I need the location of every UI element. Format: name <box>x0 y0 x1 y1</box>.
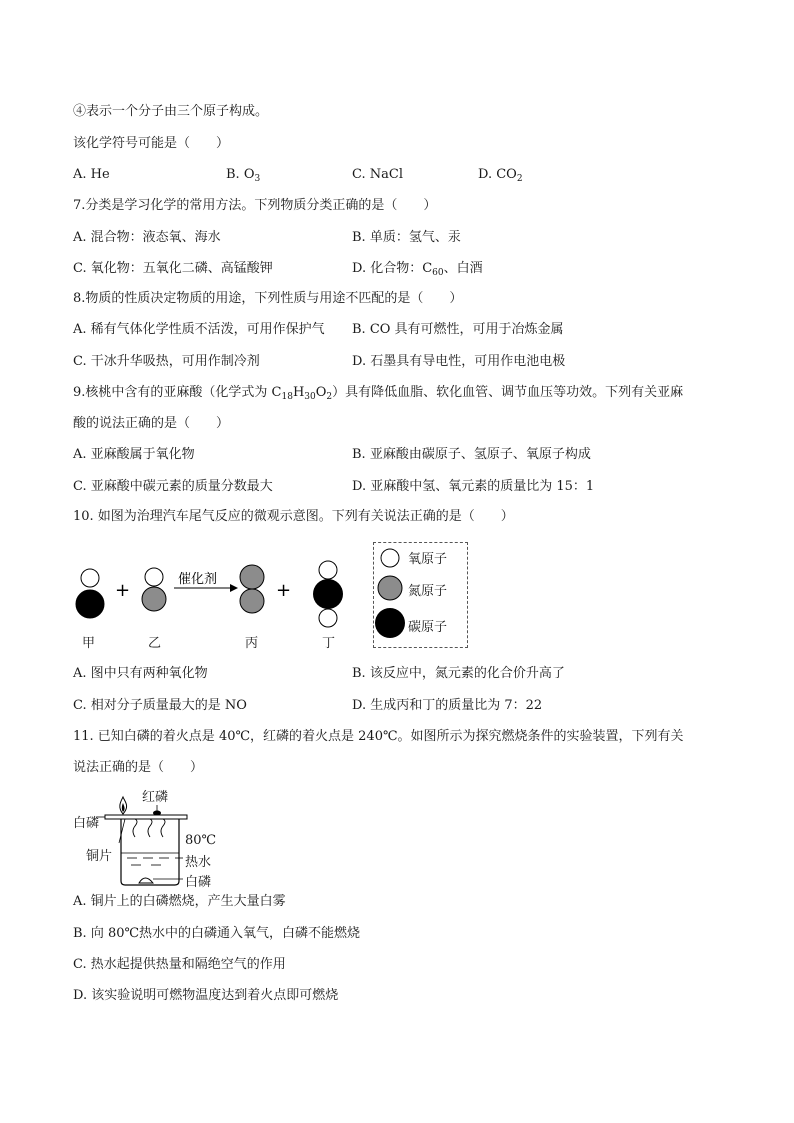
label-white-phosphorus-plate: 白磷 <box>73 816 100 831</box>
legend-nitrogen-swatch <box>378 576 402 600</box>
legend-nitrogen-label: 氮原子 <box>408 584 448 599</box>
molecule-bing-nitrogen-bottom <box>240 589 264 613</box>
plus-sign-2: + <box>276 580 292 601</box>
underwater-phosphorus <box>139 878 153 883</box>
label-bing: 丙 <box>245 636 259 651</box>
q6-option-d: D. $CO_2$ <box>478 167 523 184</box>
q9-option-d: D. 亚麻酸中氢、氧元素的质量比为 15：1 <box>352 479 595 494</box>
q7-option-d: D. 化合物：$C_{60}$、白酒 <box>352 261 483 278</box>
q6-option-a: A. He <box>73 167 110 182</box>
q9-stem: 9.核桃中含有的亚麻酸（化学式为 $C_{18}H_{30}O_2$）具有降低血脂、软化血管、调节血压等功效。下列有关亚麻 <box>73 385 684 402</box>
label-white-phosphorus-water: 白磷 <box>185 875 212 890</box>
q10-option-a: A. 图中只有两种氧化物 <box>73 666 208 681</box>
q8-stem: 8.物质的性质决定物质的用途，下列性质与用途不匹配的是（ ） <box>73 291 463 306</box>
beaker <box>121 819 179 885</box>
legend-oxygen-swatch <box>381 549 399 567</box>
plus-sign-1: + <box>115 580 131 601</box>
q11-option-a: A. 铜片上的白磷燃烧，产生大量白雾 <box>73 894 286 909</box>
q9-option-b: B. 亚麻酸由碳原子、氢原子、氧原子构成 <box>352 447 591 462</box>
q7-option-b: B. 单质：氢气、汞 <box>352 230 461 245</box>
legend-oxygen-label: 氧原子 <box>408 552 448 567</box>
label-ding: 丁 <box>322 636 336 651</box>
molecule-jia-carbon <box>76 590 104 618</box>
q11-option-b: B. 向 80℃热水中的白磷通入氧气，白磷不能燃烧 <box>73 926 361 941</box>
q11-stem: 11. 已知白磷的着火点是 40℃，红磷的着火点是 240℃。如图所示为探究燃烧条件的实验装置，下列有关 <box>73 729 684 744</box>
red-phosphorus-dot <box>153 811 161 816</box>
copper-plate <box>105 815 187 819</box>
q8-option-a: A. 稀有气体化学性质不活泼，可用作保护气 <box>73 322 325 337</box>
molecule-jia-oxygen <box>81 569 99 587</box>
q6-ask: 该化学符号可能是（ ） <box>73 136 230 151</box>
q6-option-c: C. NaCl <box>352 167 403 182</box>
reaction-arrowhead <box>230 584 238 592</box>
q9-option-a: A. 亚麻酸属于氧化物 <box>73 447 195 462</box>
q10-reaction-diagram <box>60 540 360 640</box>
label-hot-water: 热水 <box>185 855 212 870</box>
q6-stem-tail: ④表示一个分子由三个原子构成。 <box>73 104 269 119</box>
q9-stem-line2: 酸的说法正确的是（ ） <box>73 416 230 431</box>
label-red-phosphorus: 红磷 <box>142 790 169 805</box>
molecule-bing-nitrogen-top <box>240 565 264 589</box>
catalyst-label: 催化剂 <box>178 572 218 587</box>
q11-stem-line2: 说法正确的是（ ） <box>73 760 204 775</box>
molecule-yi-oxygen <box>145 568 163 586</box>
q10-option-c: C. 相对分子质量最大的是 NO <box>73 698 247 713</box>
molecule-ding-carbon <box>313 579 343 609</box>
q10-option-d: D. 生成丙和丁的质量比为 7：22 <box>352 698 543 713</box>
q7-stem: 7.分类是学习化学的常用方法。下列物质分类正确的是（ ） <box>73 198 437 213</box>
q7-option-c: C. 氧化物：五氧化二磷、高锰酸钾 <box>73 261 273 276</box>
q6-option-b: B. $O_3$ <box>226 167 261 184</box>
q8-option-d: D. 石墨具有导电性，可用作电池电极 <box>352 354 566 369</box>
q11-option-d: D. 该实验说明可燃物温度达到着火点即可燃烧 <box>73 988 339 1003</box>
label-yi: 乙 <box>148 636 162 651</box>
q7-option-a: A. 混合物：液态氧、海水 <box>73 230 221 245</box>
label-temperature: 80℃ <box>185 833 217 848</box>
legend-carbon-swatch <box>375 608 405 638</box>
legend-carbon-label: 碳原子 <box>408 620 448 635</box>
molecule-ding-oxygen-bottom <box>319 609 337 627</box>
q10-stem: 10. 如图为治理汽车尾气反应的微观示意图。下列有关说法正确的是（ ） <box>73 509 514 524</box>
q10-option-b: B. 该反应中，氮元素的化合价升高了 <box>352 666 565 681</box>
label-copper: 铜片 <box>86 849 113 864</box>
molecule-ding-oxygen-top <box>319 561 337 579</box>
molecule-yi-nitrogen <box>142 587 166 611</box>
label-jia: 甲 <box>82 636 96 651</box>
q11-option-c: C. 热水起提供热量和隔绝空气的作用 <box>73 957 286 972</box>
q11-experiment-diagram <box>95 795 195 890</box>
q8-option-b: B. CO 具有可燃性，可用于冶炼金属 <box>352 322 564 337</box>
q9-option-c: C. 亚麻酸中碳元素的质量分数最大 <box>73 479 273 494</box>
q8-option-c: C. 干冰升华吸热，可用作制冷剂 <box>73 354 260 369</box>
